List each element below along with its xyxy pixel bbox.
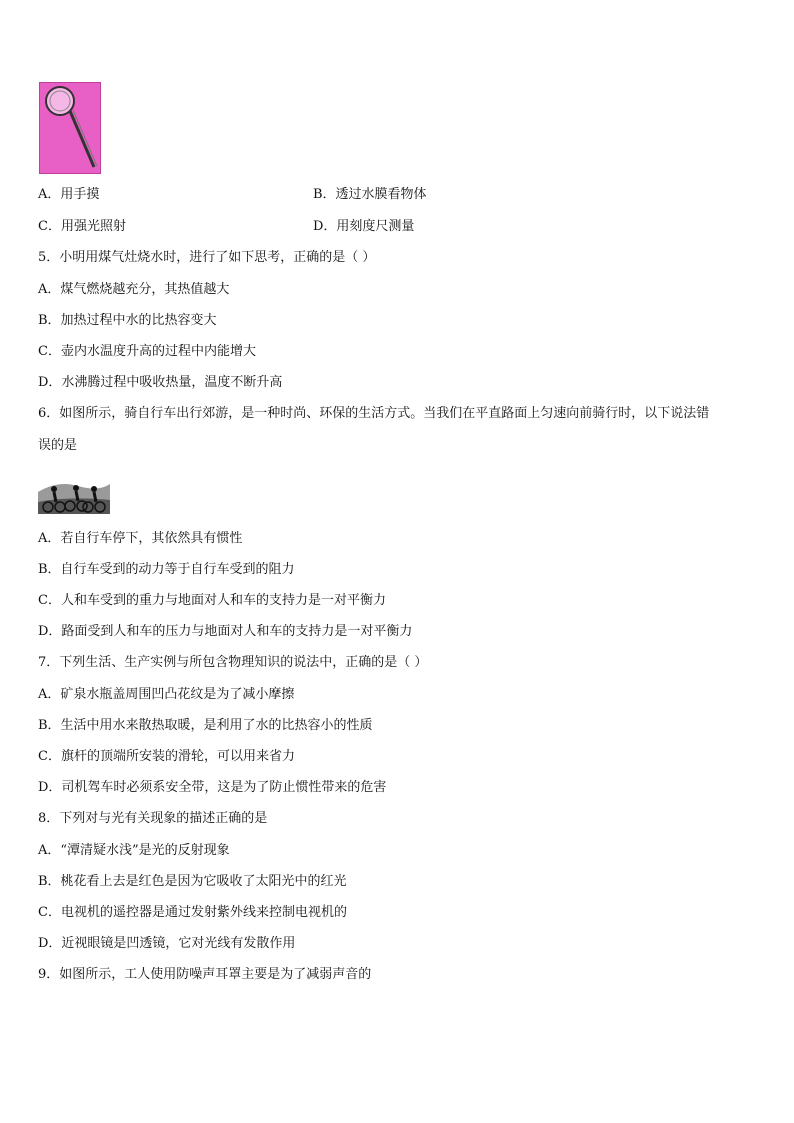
cyclists-figure: [38, 478, 110, 514]
q6-stem-line2: 误的是: [38, 438, 78, 453]
q8-stem: 8．下列对与光有关现象的描述正确的是: [38, 811, 268, 826]
magnifying-glass-icon: [40, 83, 100, 173]
q5-option-d: D．水沸腾过程中吸收热量，温度不断升高: [38, 375, 283, 390]
q4-option-a: A．用手摸: [38, 187, 100, 202]
q6-stem-line1: 6．如图所示，骑自行车出行郊游，是一种时尚、环保的生活方式。当我们在平直路面上匀速向前骑行时，以下说法错: [38, 406, 710, 421]
q5-option-a: A．煤气燃烧越充分，其热值越大: [38, 282, 230, 297]
q7-option-c: C．旗杆的顶端所安装的滑轮，可以用来省力: [38, 749, 295, 764]
q8-option-c: C．电视机的遥控器是通过发射紫外线来控制电视机的: [38, 905, 347, 920]
q4-option-b: B．透过水膜看物体: [313, 187, 427, 202]
q7-option-a: A．矿泉水瓶盖周围凹凸花纹是为了减小摩擦: [38, 687, 295, 702]
q6-option-b: B．自行车受到的动力等于自行车受到的阻力: [38, 562, 295, 577]
q4-option-c: C．用强光照射: [38, 219, 126, 234]
q5-option-b: B．加热过程中水的比热容变大: [38, 313, 217, 328]
q8-option-d: D．近视眼镜是凹透镜，它对光线有发散作用: [38, 936, 296, 951]
cyclists-icon: [38, 478, 110, 514]
q8-option-a: A．“潭清疑水浅”是光的反射现象: [38, 843, 230, 858]
q7-option-d: D．司机驾车时必须系安全带，这是为了防止惯性带来的危害: [38, 780, 387, 795]
q4-option-d: D．用刻度尺测量: [313, 219, 415, 234]
q5-option-c: C．壶内水温度升高的过程中内能增大: [38, 344, 256, 359]
q7-stem: 7．下列生活、生产实例与所包含物理知识的说法中，正确的是（ ）: [38, 655, 428, 670]
q7-option-b: B．生活中用水来散热取暖，是利用了水的比热容小的性质: [38, 718, 373, 733]
q9-stem: 9．如图所示，工人使用防噪声耳罩主要是为了减弱声音的: [38, 967, 372, 982]
q6-option-d: D．路面受到人和车的压力与地面对人和车的支持力是一对平衡力: [38, 624, 413, 639]
q6-option-c: C．人和车受到的重力与地面对人和车的支持力是一对平衡力: [38, 593, 386, 608]
magnifying-glass-figure: [39, 82, 101, 174]
q6-option-a: A．若自行车停下，其依然具有惯性: [38, 531, 243, 546]
q5-stem: 5．小明用煤气灶烧水时，进行了如下思考，正确的是（ ）: [38, 250, 376, 265]
q8-option-b: B．桃花看上去是红色是因为它吸收了太阳光中的红光: [38, 874, 347, 889]
